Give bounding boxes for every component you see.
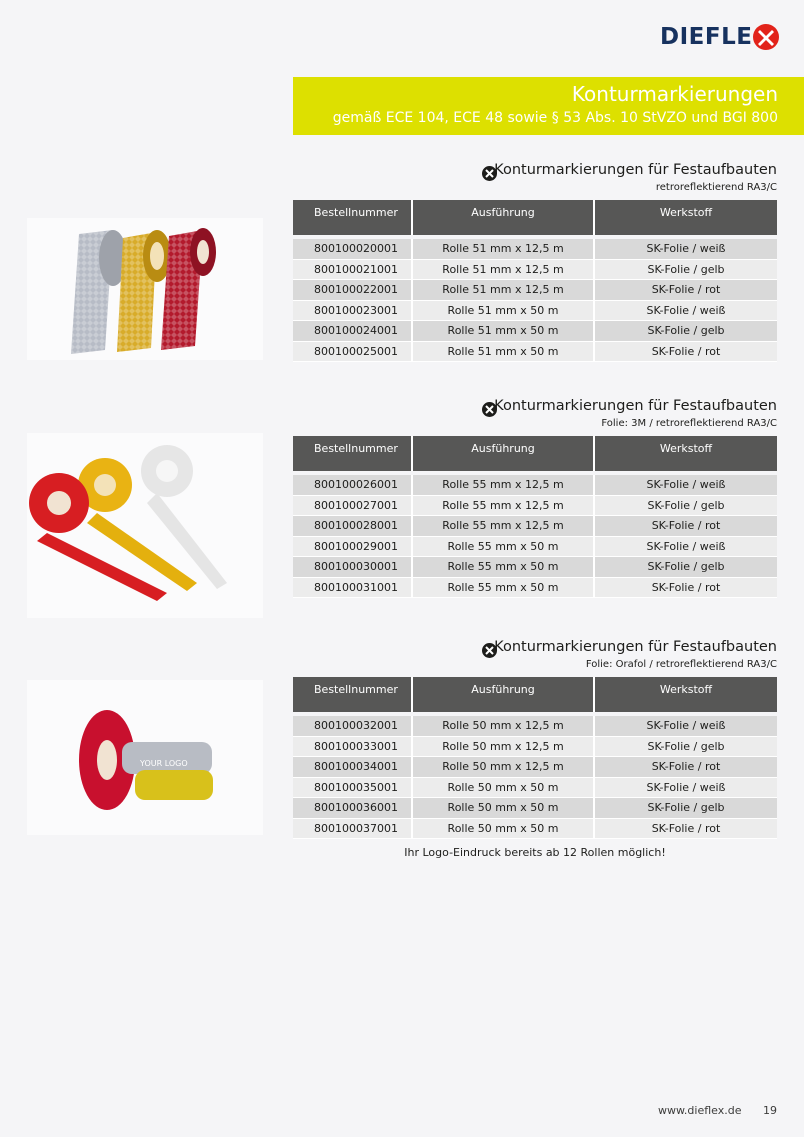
version: Rolle 55 mm x 50 m: [413, 537, 595, 558]
table-row: [293, 321, 777, 342]
section-subtitle: retroreflektierend RA3/C: [655, 182, 777, 193]
material: SK-Folie / rot: [595, 819, 777, 840]
header-werkstoff: Werkstoff: [595, 200, 777, 235]
version: Rolle 55 mm x 12,5 m: [413, 496, 595, 517]
header-bestellnummer: Bestellnummer: [293, 677, 413, 712]
material: SK-Folie / rot: [595, 578, 777, 599]
tape-rolls-image: [27, 218, 263, 360]
header-ausfuehrung: Ausführung: [413, 436, 595, 471]
footer-url[interactable]: www.dieflex.de: [657, 1104, 742, 1117]
section-title: Konturmarkierungen für Festaufbauten: [494, 398, 777, 414]
section-2: [293, 398, 777, 598]
material: SK-Folie / gelb: [595, 496, 777, 517]
table-header-row: [293, 436, 777, 471]
order-number: 800100021001: [293, 260, 413, 281]
table-row: [293, 557, 777, 578]
order-number: 800100031001: [293, 578, 413, 599]
version: Rolle 50 mm x 50 m: [413, 798, 595, 819]
table-row: [293, 798, 777, 819]
table-row: [293, 516, 777, 537]
material: SK-Folie / gelb: [595, 737, 777, 758]
version: Rolle 55 mm x 50 m: [413, 578, 595, 599]
material: SK-Folie / gelb: [595, 321, 777, 342]
version: Rolle 51 mm x 12,5 m: [413, 280, 595, 301]
order-number: 800100025001: [293, 342, 413, 363]
page-number: 19: [763, 1104, 777, 1117]
version: Rolle 50 mm x 12,5 m: [413, 737, 595, 758]
header-werkstoff: Werkstoff: [595, 677, 777, 712]
version: Rolle 50 mm x 50 m: [413, 778, 595, 799]
order-number: 800100036001: [293, 798, 413, 819]
product-table: [293, 436, 777, 598]
table-row: [293, 578, 777, 599]
product-table: [293, 677, 777, 839]
order-number: 800100022001: [293, 280, 413, 301]
order-number: 800100020001: [293, 239, 413, 260]
version: Rolle 50 mm x 12,5 m: [413, 757, 595, 778]
material: SK-Folie / rot: [595, 342, 777, 363]
logo-print-note: Ihr Logo-Eindruck bereits ab 12 Rollen möglich!: [404, 846, 666, 859]
header-ausfuehrung: Ausführung: [413, 677, 595, 712]
order-number: 800100023001: [293, 301, 413, 322]
version: Rolle 55 mm x 50 m: [413, 557, 595, 578]
version: Rolle 51 mm x 50 m: [413, 301, 595, 322]
material: SK-Folie / weiß: [595, 301, 777, 322]
dieflex-logo: [660, 22, 779, 52]
order-number: 800100033001: [293, 737, 413, 758]
section-3: [293, 639, 777, 839]
tape-rolls-unrolled-image: [27, 433, 263, 618]
table-row: [293, 757, 777, 778]
material: SK-Folie / rot: [595, 757, 777, 778]
table-row: [293, 737, 777, 758]
order-number: 800100037001: [293, 819, 413, 840]
version: Rolle 51 mm x 50 m: [413, 321, 595, 342]
page-title: Konturmarkierungen: [571, 82, 778, 106]
material: SK-Folie / weiß: [595, 475, 777, 496]
table-row: [293, 537, 777, 558]
section-subtitle: Folie: 3M / retroreflektierend RA3/C: [601, 418, 777, 429]
table-row: [293, 239, 777, 260]
version: Rolle 50 mm x 12,5 m: [413, 716, 595, 737]
logo-print-text: YOUR LOGO: [140, 759, 188, 768]
header-bestellnummer: Bestellnummer: [293, 200, 413, 235]
header-werkstoff: Werkstoff: [595, 436, 777, 471]
title-banner: [293, 77, 804, 135]
table-row: [293, 716, 777, 737]
page-subtitle: gemäß ECE 104, ECE 48 sowie § 53 Abs. 10 StVZO und BGI 800: [332, 110, 778, 126]
order-number: 800100028001: [293, 516, 413, 537]
material: SK-Folie / rot: [595, 280, 777, 301]
section-title: Konturmarkierungen für Festaufbauten: [494, 162, 777, 178]
version: Rolle 50 mm x 50 m: [413, 819, 595, 840]
tape-rolls-logo-image: [27, 680, 263, 835]
logo-x-icon: [753, 24, 779, 50]
order-number: 800100027001: [293, 496, 413, 517]
table-row: [293, 778, 777, 799]
logo-text: DIEFLE: [660, 24, 753, 50]
material: SK-Folie / rot: [595, 516, 777, 537]
table-row: [293, 301, 777, 322]
section-header: [293, 398, 777, 436]
order-number: 800100029001: [293, 537, 413, 558]
table-row: [293, 819, 777, 840]
version: Rolle 51 mm x 12,5 m: [413, 260, 595, 281]
material: SK-Folie / weiß: [595, 239, 777, 260]
page-footer: [658, 1104, 777, 1117]
material: SK-Folie / gelb: [595, 798, 777, 819]
material: SK-Folie / gelb: [595, 557, 777, 578]
section-header: [293, 162, 777, 200]
table-row: [293, 496, 777, 517]
section-1: [293, 162, 777, 362]
material: SK-Folie / weiß: [595, 716, 777, 737]
table-row: [293, 280, 777, 301]
table-header-row: [293, 677, 777, 712]
table-row: [293, 342, 777, 363]
order-number: 800100034001: [293, 757, 413, 778]
table-row: [293, 475, 777, 496]
version: Rolle 51 mm x 12,5 m: [413, 239, 595, 260]
version: Rolle 55 mm x 12,5 m: [413, 475, 595, 496]
product-table: [293, 200, 777, 362]
header-ausfuehrung: Ausführung: [413, 200, 595, 235]
section-title: Konturmarkierungen für Festaufbauten: [494, 639, 777, 655]
material: SK-Folie / gelb: [595, 260, 777, 281]
version: Rolle 55 mm x 12,5 m: [413, 516, 595, 537]
material: SK-Folie / weiß: [595, 537, 777, 558]
order-number: 800100030001: [293, 557, 413, 578]
order-number: 800100026001: [293, 475, 413, 496]
order-number: 800100024001: [293, 321, 413, 342]
material: SK-Folie / weiß: [595, 778, 777, 799]
order-number: 800100032001: [293, 716, 413, 737]
version: Rolle 51 mm x 50 m: [413, 342, 595, 363]
section-subtitle: Folie: Orafol / retroreflektierend RA3/C: [585, 659, 777, 670]
table-row: [293, 260, 777, 281]
table-header-row: [293, 200, 777, 235]
order-number: 800100035001: [293, 778, 413, 799]
header-bestellnummer: Bestellnummer: [293, 436, 413, 471]
section-header: [293, 639, 777, 677]
